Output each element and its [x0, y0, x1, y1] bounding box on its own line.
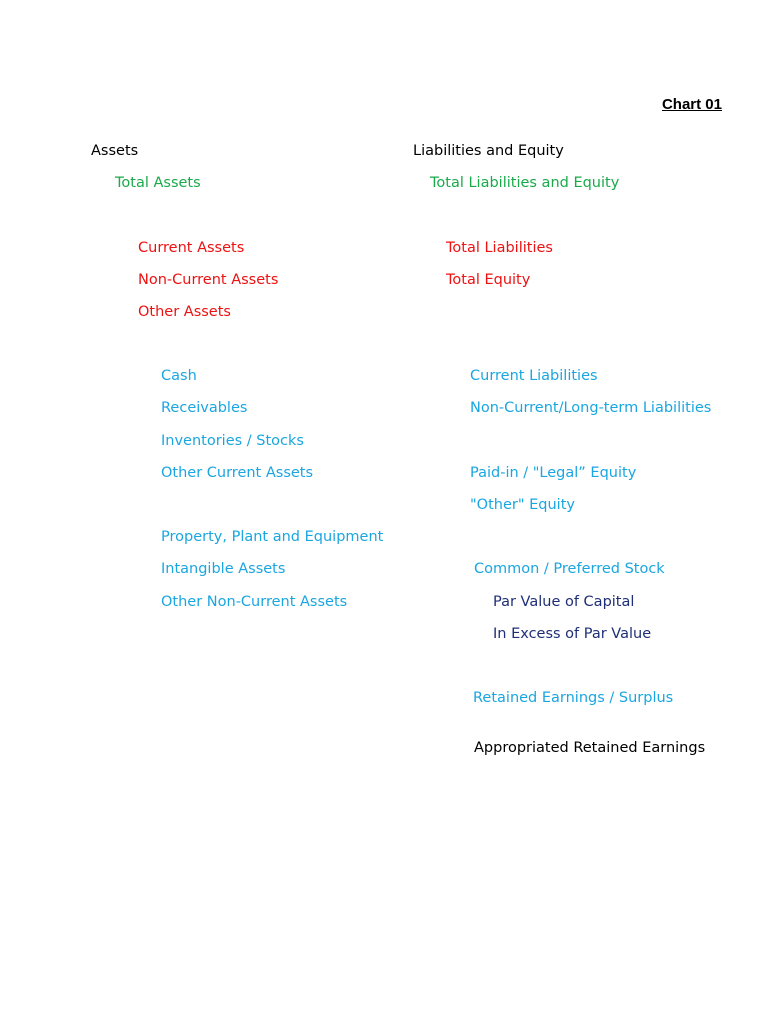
non-current-liabilities-item: Non-Current/Long-term Liabilities — [470, 400, 712, 416]
total-liabilities: Total Liabilities — [446, 240, 553, 256]
excess-par-value-item: In Excess of Par Value — [493, 626, 652, 642]
total-assets: Total Assets — [115, 175, 201, 191]
inventories-item: Inventories / Stocks — [161, 433, 304, 449]
intangible-assets-item: Intangible Assets — [161, 561, 286, 577]
assets-heading: Assets — [91, 143, 139, 159]
total-equity: Total Equity — [446, 272, 531, 288]
retained-earnings-item: Retained Earnings / Surplus — [473, 690, 674, 706]
other-current-assets-item: Other Current Assets — [161, 465, 314, 481]
receivables-item: Receivables — [161, 400, 248, 416]
ppe-item: Property, Plant and Equipment — [161, 529, 384, 545]
liabilities-equity-heading: Liabilities and Equity — [413, 143, 564, 159]
common-preferred-stock-item: Common / Preferred Stock — [474, 561, 665, 577]
paid-in-equity-item: Paid-in / "Legal” Equity — [470, 465, 637, 481]
current-assets: Current Assets — [138, 240, 245, 256]
appropriated-retained-earnings-item: Appropriated Retained Earnings — [474, 740, 706, 756]
par-value-item: Par Value of Capital — [493, 594, 635, 610]
other-equity-item: "Other" Equity — [470, 497, 575, 513]
other-non-current-assets-item: Other Non-Current Assets — [161, 594, 348, 610]
non-current-assets: Non-Current Assets — [138, 272, 279, 288]
current-liabilities-item: Current Liabilities — [470, 368, 598, 384]
other-assets: Other Assets — [138, 304, 231, 320]
total-liabilities-equity: Total Liabilities and Equity — [430, 175, 620, 191]
cash-item: Cash — [161, 368, 197, 384]
chart-title: Chart 01 — [661, 96, 722, 113]
